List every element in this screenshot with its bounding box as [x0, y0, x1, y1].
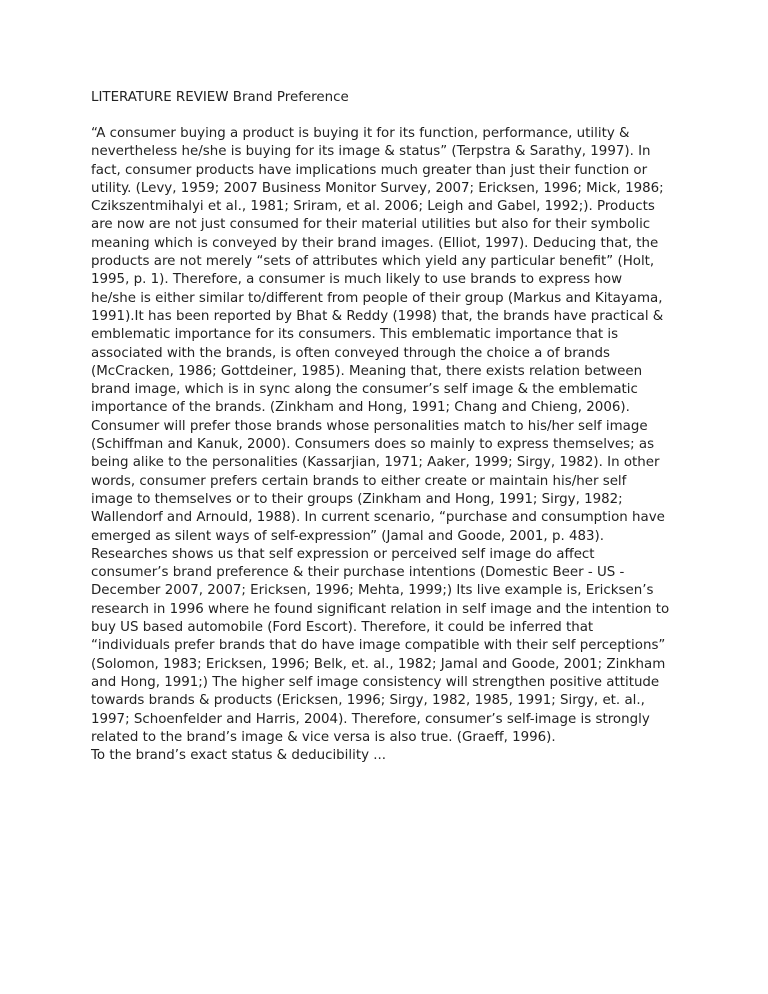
text-line: utility. (Levy, 1959; 2007 Business Monitor Survey, 2007; Ericksen, 1996; Mick, 1986; — [91, 180, 664, 196]
text-line: buy US based automobile (Ford Escort). Therefore, it could be inferred that — [91, 620, 594, 636]
text-line: 1997; Schoenfelder and Harris, 2004). Therefore, consumer’s self-image is strongly — [91, 711, 650, 727]
text-line: products are not merely “sets of attributes which yield any particular benefit” (Holt, — [91, 254, 655, 270]
text-line: “individuals prefer brands that do have image compatible with their self perceptions” — [91, 638, 666, 654]
text-line: meaning which is conveyed by their brand images. (Elliot, 1997). Deducing that, the — [91, 235, 659, 251]
text-line: and Hong, 1991;) The higher self image consistency will strengthen positive attitude — [91, 674, 660, 690]
text-line: (Schiffman and Kanuk, 2000). Consumers does so mainly to express themselves; as — [91, 437, 655, 453]
text-line: fact, consumer products have implications much greater than just their function or — [91, 162, 648, 178]
text-line: 1995, p. 1). Therefore, a consumer is much likely to use brands to express how — [91, 272, 623, 288]
body-text — [91, 125, 683, 765]
text-line: being alike to the personalities (Kassarjian, 1971; Aaker, 1999; Sirgy, 1982). In other — [91, 455, 660, 471]
text-line: words, consumer prefers certain brands to either create or maintain his/her self — [91, 473, 627, 489]
text-line: December 2007, 2007; Ericksen, 1996; Mehta, 1999;) Its live example is, Ericksen’s — [91, 583, 654, 599]
text-line: research in 1996 where he found significant relation in self image and the intention to — [91, 601, 670, 617]
text-line: (McCracken, 1986; Gottdeiner, 1985). Meaning that, there exists relation between — [91, 363, 643, 379]
text-column — [91, 88, 683, 765]
text-line: related to the brand’s image & vice versa is also true. (Graeff, 1996). — [91, 729, 556, 745]
text-line: 1991).It has been reported by Bhat & Reddy (1998) that, the brands have practical & — [91, 308, 664, 324]
text-line: Researches shows us that self expression or perceived self image do affect — [91, 546, 595, 562]
text-line: “A consumer buying a product is buying it for its function, performance, utility & — [91, 126, 630, 141]
text-line: image to themselves or to their groups (Zinkham and Hong, 1991; Sirgy, 1982; — [91, 491, 623, 507]
text-line: consumer’s brand preference & their purchase intentions (Domestic Beer - US - — [91, 565, 625, 581]
text-line: he/she is either similar to/different from people of their group (Markus and Kitayama, — [91, 290, 663, 306]
text-line: nevertheless he/she is buying for its image & status” (Terpstra & Sarathy, 1997). In — [91, 144, 651, 160]
text-line: Czikszentmihalyi et al., 1981; Sriram, et al. 2006; Leigh and Gabel, 1992;). Products — [91, 199, 655, 215]
text-line: (Solomon, 1983; Ericksen, 1996; Belk, et. al., 1982; Jamal and Goode, 2001; Zinkham — [91, 656, 666, 672]
text-line: emerged as silent ways of self-expression” (Jamal and Goode, 2001, p. 483). — [91, 528, 605, 544]
text-line: Wallendorf and Arnould, 1988). In current scenario, “purchase and consumption have — [91, 510, 665, 526]
text-line: To the brand’s exact status & deducibility ... — [91, 748, 387, 764]
text-line: associated with the brands, is often conveyed through the choice a of brands — [91, 345, 610, 361]
text-line: towards brands & products (Ericksen, 1996; Sirgy, 1982, 1985, 1991; Sirgy, et. al., — [91, 693, 645, 709]
text-line: emblematic importance for its consumers. This emblematic importance that is — [91, 327, 619, 343]
text-line: brand image, which is in sync along the consumer’s self image & the emblematic — [91, 382, 638, 398]
text-line: Consumer will prefer those brands whose personalities match to his/her self image — [91, 418, 648, 434]
page-title: LITERATURE REVIEW Brand Preference — [91, 90, 349, 105]
text-line: importance of the brands. (Zinkham and Hong, 1991; Chang and Chieng, 2006). — [91, 400, 630, 416]
text-line: are now are not just consumed for their material utilities but also for their symbolic — [91, 217, 651, 233]
